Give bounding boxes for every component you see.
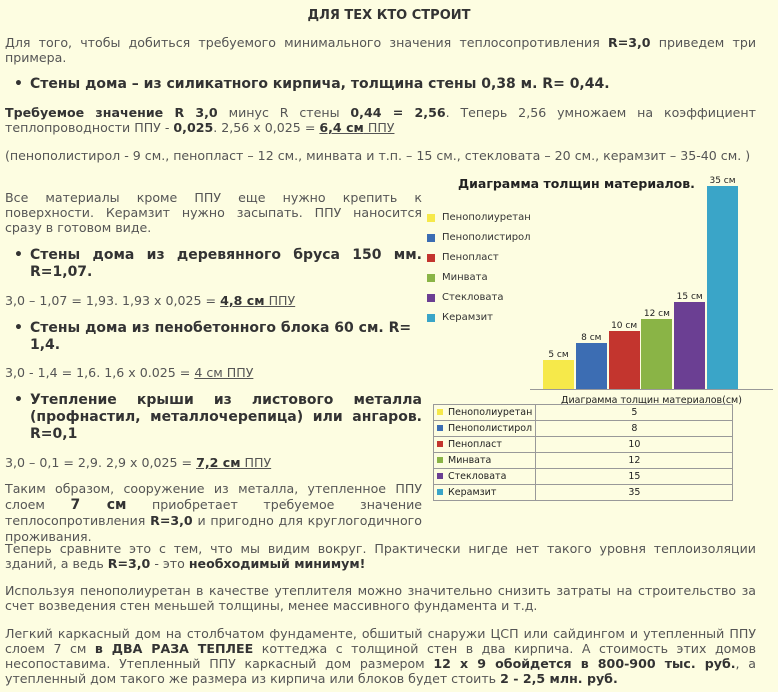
bar-value-label: 35 см bbox=[709, 176, 736, 186]
chart-bar bbox=[543, 360, 574, 389]
ppu-paragraph: Используя пенополиуретан в качестве утеплителя можно значительно снизить затраты на строительство за счет возведения стен меньшей толщины, менее массивного фундамента и т.д. bbox=[5, 583, 756, 613]
table-swatch bbox=[437, 441, 443, 447]
table-swatch bbox=[437, 489, 443, 495]
table-row bbox=[434, 485, 733, 501]
table-cell-material: Керамзит bbox=[434, 485, 536, 501]
intro-paragraph: Для того, чтобы добиться требуемого минимального значения теплосопротивления R=3,0 приведем три примера. bbox=[5, 35, 756, 65]
legend-item bbox=[427, 312, 531, 332]
table-row bbox=[434, 437, 733, 453]
table-cell-material: Стекловата bbox=[434, 469, 536, 485]
table-swatch bbox=[437, 457, 443, 463]
example-3-heading: • Стены дома из пенобетонного блока 60 см. R= 1,4. bbox=[14, 320, 412, 353]
legend-item bbox=[427, 232, 531, 252]
table-row bbox=[434, 421, 733, 437]
legend-label: Пенополистирол bbox=[442, 232, 531, 243]
conclusion-paragraph: Таким образом, сооружение из металла, утепленное ППУ слоем 7 см приобретает требуемое значение теплосопротивления R=3,0 и пригодно для круглогодичного проживания. bbox=[5, 481, 422, 544]
table-row bbox=[434, 453, 733, 469]
table-cell-value: 15 bbox=[536, 469, 733, 485]
table-cell-material: Пенопласт bbox=[434, 437, 536, 453]
chart-legend bbox=[427, 212, 531, 332]
legend-item bbox=[427, 212, 531, 232]
legend-swatch bbox=[427, 254, 435, 262]
example-2-heading: • Стены дома из деревянного бруса 150 мм. R=1,07. bbox=[14, 247, 422, 280]
legend-swatch bbox=[427, 214, 435, 222]
data-table bbox=[433, 404, 733, 501]
table-cell-value: 5 bbox=[536, 405, 733, 421]
chart-bar bbox=[641, 319, 672, 389]
example-3-calc: 3,0 - 1,4 = 1,6. 1,6 х 0.025 = 4 см ППУ bbox=[5, 365, 254, 380]
bar-value-label: 8 см bbox=[581, 332, 602, 343]
chart-bar bbox=[707, 186, 738, 389]
bar-value-label: 15 см bbox=[676, 292, 703, 302]
table-cell-value: 10 bbox=[536, 437, 733, 453]
legend-swatch bbox=[427, 314, 435, 322]
legend-swatch bbox=[427, 234, 435, 242]
example-1-calc: Требуемое значение R 3,0 минус R стены 0,44 = 2,56. Теперь 2,56 умножаем на коэффициент теплопроводности ППУ - 0,025. 2,56 х 0,025 = 6,4 см ППУ bbox=[5, 105, 756, 135]
chart-plot bbox=[538, 170, 773, 389]
table-cell-value: 8 bbox=[536, 421, 733, 437]
bar-value-label: 12 см bbox=[643, 309, 670, 320]
table-cell-material: Пенополиуретан bbox=[434, 405, 536, 421]
example-4-heading: • Утепление крыши из листового металла (профнастил, металлочерепица) или ангаров. R=0,1 bbox=[14, 392, 422, 442]
chart-axis bbox=[530, 389, 773, 390]
table-cell-material: Пенополистирол bbox=[434, 421, 536, 437]
compare-paragraph: Теперь сравните это с тем, что мы видим вокруг. Практически нигде нет такого уровня теплоизоляции зданий, а ведь R=3,0 - это необходимый минимум! bbox=[5, 541, 756, 571]
chart-bar bbox=[576, 343, 607, 389]
legend-label: Стекловата bbox=[442, 292, 504, 303]
table-swatch bbox=[437, 473, 443, 479]
chart-bar bbox=[674, 302, 705, 389]
chart-title: Диаграмма толщин материалов. bbox=[458, 176, 695, 191]
legend-item bbox=[427, 272, 531, 292]
legend-item bbox=[427, 252, 531, 272]
final-paragraph: Легкий каркасный дом на столбчатом фундаменте, обшитый снаружи ЦСП или сайдингом и утепленный ППУ слоем 7 см в ДВА РАЗА ТЕПЛЕЕ коттеджа с толщиной стен в два кирпича. А стоимость этих домов несопоставима. Утепленный ППУ каркасный дом размером 12 х 9 обойдется в 800-900 тыс. руб., а утепленный дом такого же размера из кирпича или блоков будет стоить 2 - 2,5 млн. руб. bbox=[5, 626, 756, 686]
legend-label: Пенополиуретан bbox=[442, 212, 531, 223]
example-2-calc: 3,0 – 1,07 = 1,93. 1,93 х 0,025 = 4,8 см ППУ bbox=[5, 293, 296, 308]
table-swatch bbox=[437, 425, 443, 431]
legend-item bbox=[427, 292, 531, 312]
table-header: Диаграмма толщин материалов(см) bbox=[561, 395, 742, 406]
bar-value-label: 10 см bbox=[611, 321, 638, 331]
table-row bbox=[434, 469, 733, 485]
table-row bbox=[434, 405, 733, 421]
chart-bar bbox=[609, 331, 640, 389]
example-1-heading: • Стены дома – из силикатного кирпича, толщина стены 0,38 м. R= 0,44. bbox=[14, 76, 610, 92]
legend-swatch bbox=[427, 294, 435, 302]
table-swatch bbox=[437, 409, 443, 415]
legend-swatch bbox=[427, 274, 435, 282]
legend-label: Пенопласт bbox=[442, 252, 499, 263]
bar-value-label: 5 см bbox=[548, 350, 569, 360]
table-cell-value: 35 bbox=[536, 485, 733, 501]
example-4-calc: 3,0 – 0,1 = 2,9. 2,9 х 0,025 = 7,2 см ППУ bbox=[5, 455, 272, 470]
table-cell-value: 12 bbox=[536, 453, 733, 469]
legend-label: Керамзит bbox=[442, 312, 493, 323]
table-cell-material: Минвата bbox=[434, 453, 536, 469]
legend-label: Минвата bbox=[442, 272, 488, 283]
comparison-paragraph: (пенополистирол - 9 см., пенопласт – 12 см., минвата и т.п. – 15 см., стекловата – 20 см., керамзит – 35-40 см. ) bbox=[5, 148, 751, 163]
note-paragraph: Все материалы кроме ППУ еще нужно крепить к поверхности. Керамзит нужно засыпать. ППУ наносится сразу в готовом виде. bbox=[5, 190, 422, 235]
page-title: ДЛЯ ТЕХ КТО СТРОИТ bbox=[307, 8, 471, 23]
